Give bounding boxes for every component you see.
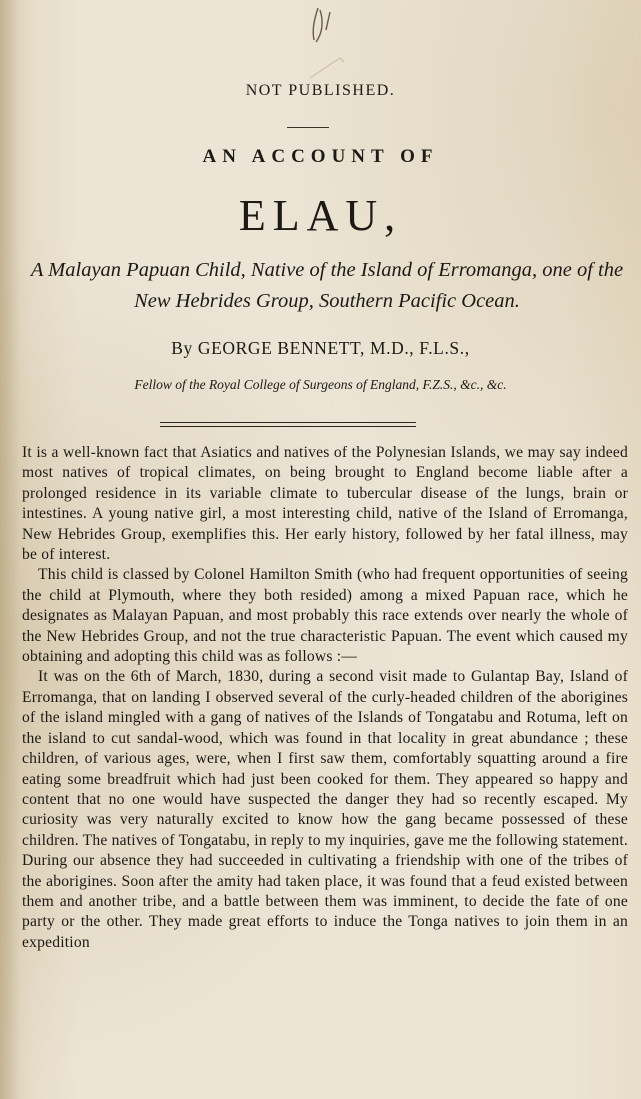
subtitle: A Malayan Papuan Child, Native of the Island of Erromanga, one of the New Hebrides Group, Southern Pacific Ocean.	[30, 259, 624, 312]
title-name: ELAU,	[238, 191, 403, 240]
body-text	[22, 443, 628, 953]
double-rule-divider	[160, 422, 416, 427]
paragraph-3: It was on the 6th of March, 1830, during a second visit made to Gulantap Bay, Island of Erromanga, that on landing I observed several of the curly-headed children of the aborigines of the island mingled with a gang of natives of the Islands of Tongatabu and Rotuma, left on the island to cut sandal-wood, which was found in that locality in great abundance ; these children, of various ages, were, when I first saw them, comfortably squatting around a fire eating some breadfruit which had just been cooked for them. They appeared so happy and content that no one would have suspected the danger they had so recently escaped. My curiosity was very naturally excited to know how the gang became possessed of these children. The natives of Tongatabu, in reply to my inquiries, gave me the following statement. During our absence they had succeeded in cultivating a friendship with one of the tribes of the aborigines. Soon after the amity had taken place, it was found that a feud existed between them and another tribe, and a battle between them was imminent, to decide the fate of one party or the other. They made great efforts to induce the Tonga natives to join them in an expedition	[22, 668, 628, 951]
not-published-heading: NOT PUBLISHED.	[245, 82, 396, 99]
paragraph-1: It is a well-known fact that Asiatics and natives of the Polynesian Islands, we may say indeed most natives of tropical climates, on being brought to England become liable after a prolonged residence in its variable climate to tubercular disease of the lungs, brain or intestines. A young native girl, a most interesting child, native of the Island of Erromanga, New Hebrides Group, exemplifies this. Her early history, followed by her fatal illness, may be of interest.	[22, 444, 628, 564]
short-rule	[287, 127, 329, 128]
pencil-annotation-icon	[300, 0, 350, 80]
account-of-heading: AN ACCOUNT OF	[202, 146, 439, 167]
author-line: By GEORGE BENNETT, M.D., F.L.S.,	[171, 338, 470, 358]
fellow-line: Fellow of the Royal College of Surgeons of England, F.Z.S., &c., &c.	[134, 377, 507, 392]
paragraph-2: This child is classed by Colonel Hamilton Smith (who had frequent opportunities of seeing the child at Plymouth, where they both resided) among a mixed Papuan race, which he designates as Malayan Papuan, and most probably this race extends over nearly the whole of the New Hebrides Group, and not the true characteristic Papuan. The event which caused my obtaining and adopting this child was as follows :—	[22, 566, 628, 666]
